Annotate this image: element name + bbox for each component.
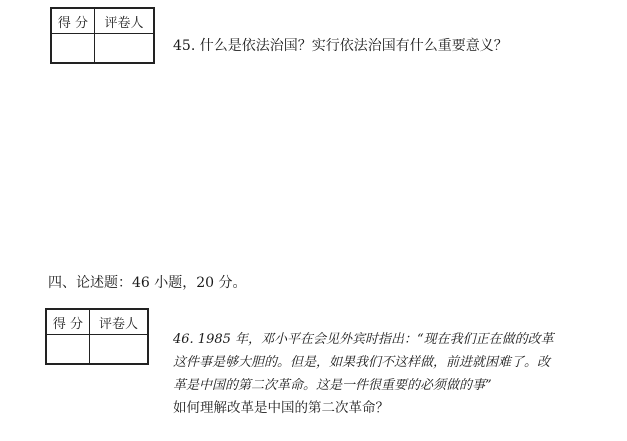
grader-label: 评卷人 <box>95 8 155 34</box>
section-4-heading: 四、论述题：46 小题，20 分。 <box>48 275 247 291</box>
question-46 <box>173 328 613 420</box>
question-45: 45. 什么是依法治国？实行依法治国有什么重要意义？ <box>173 38 508 54</box>
score-table-q46 <box>45 308 149 365</box>
question-46-line-2: 这件事是够大胆的。但是，如果我们不这样做，前进就困难了。改 <box>173 355 551 370</box>
question-46-prompt: 如何理解改革是中国的第二次革命？ <box>173 400 389 416</box>
score-table-header <box>51 8 154 34</box>
score-label: 得 分 <box>51 8 95 34</box>
question-46-line-3: 革是中国的第二次革命。这是一件很重要的必须做的事” <box>173 378 492 393</box>
grader-cell[interactable] <box>90 335 149 365</box>
score-label: 得 分 <box>46 309 90 335</box>
grader-label: 评卷人 <box>90 309 149 335</box>
score-table-q45 <box>50 7 155 64</box>
score-table-blank-row <box>51 34 154 64</box>
score-cell[interactable] <box>51 34 95 64</box>
score-table-header <box>46 309 148 335</box>
question-46-line-1: 46. 1985 年，邓小平在会见外宾时指出：“现在我们正在做的改革 <box>173 332 554 347</box>
grader-cell[interactable] <box>95 34 155 64</box>
score-cell[interactable] <box>46 335 90 365</box>
score-table-blank-row <box>46 335 148 365</box>
